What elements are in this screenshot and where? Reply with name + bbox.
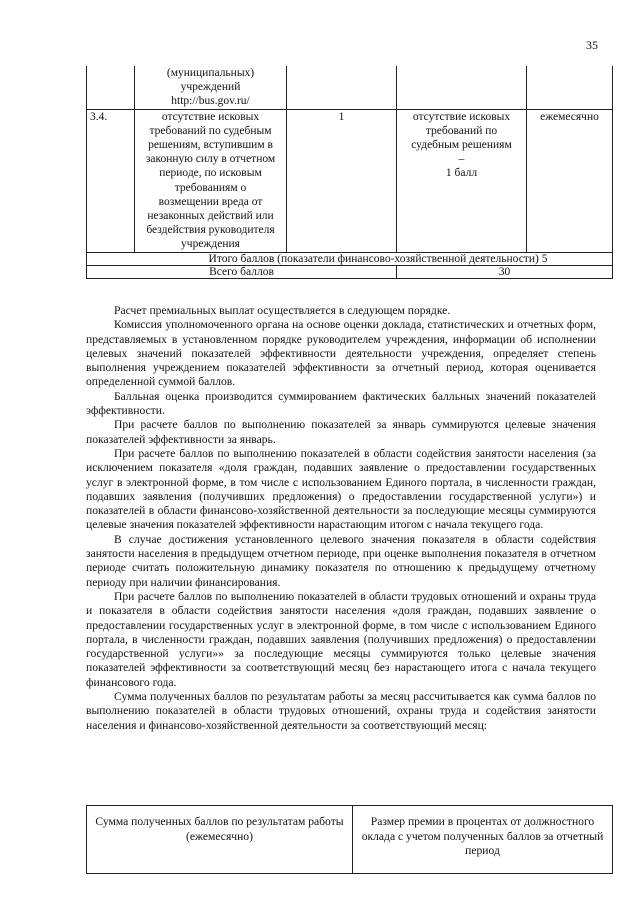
total-all-value: 30 xyxy=(397,265,613,278)
paragraph: При расчете баллов по выполнению показателей в области трудовых отношений и охраны труда и показателя в области содействия занятости населения «доля граждан, подавших заявление о предоставлении государственных услуг в электронной форме, в том числе с использованием Единого портала, в численности граждан, подавших заявления (получивших предложения) о предоставлении государственной услуги»» за последующие месяцы суммируются только целевые значения показателей эффективности за соответствующий месяц без нарастающего итога с начала текущего финансового года. xyxy=(86,589,596,689)
total-fin-row: Итого баллов (показатели финансово-хозяйственной деятельности) 5 xyxy=(87,252,613,265)
indicators-table xyxy=(86,66,613,279)
total-fin-value: 5 xyxy=(541,252,548,265)
paragraph: В случае достижения установленного целевого значения показателя в области содействия занятости населения в предыдущем отчетном периоде, при оценке выполнения показателя в отчетном периоде считать положительную динамику показателя по отношению к предыдущему отчетному периоду при наличии финансирования. xyxy=(86,532,596,589)
table-row xyxy=(87,66,613,109)
page-number: 35 xyxy=(586,38,598,52)
table-row xyxy=(87,806,613,874)
col2-header: Размер премии в процентах от должностного оклада с учетом полученных баллов за отчетный период xyxy=(353,806,613,874)
paragraph: Расчет премиальных выплат осуществляется в следующем порядке. xyxy=(114,304,451,317)
paragraph: При расчете баллов по выполнению показателей в области содействия занятости населения (за исключением показателя «доля граждан, подавших заявление о предоставлении государственных услуг в электронной форме, в том числе с использованием Единого портала, в численности граждан, подавших заявления (получивших предложения) о предоставлении государственной услуги») и показателей в области финансово-хозяйственной деятельности за последующие месяцы суммируются целевые значения показателей эффективности нарастающим итогом с начала текущего года. xyxy=(86,446,596,532)
paragraph: Сумма полученных баллов по результатам работы за месяц рассчитывается как сумма баллов по выполнению показателей в области трудовых отношений, охраны труда и содействия занятости населения и финансово-хозяйственной деятельности за соответствующий месяц: xyxy=(86,690,596,732)
premium-table xyxy=(86,805,613,874)
continued-indicator-cell: (муниципальных) учреждений http://bus.gov.ru/ xyxy=(135,66,287,109)
points-cell: 1 xyxy=(287,109,397,252)
col1-header: Сумма полученных баллов по результатам работы (ежемесячно) xyxy=(87,806,353,874)
criteria-cell: отсутствие исковых требований по судебным решениям – 1 балл xyxy=(397,109,527,252)
table-row xyxy=(87,109,613,252)
table-row xyxy=(87,265,613,278)
paragraph: Комиссия уполномоченного органа на основе оценки доклада, статистических и отчетных форм, представляемых в установленном порядке руководителем учреждения, информации об исполнении целевых значений показателей эффективности деятельности учреждения, определяет степень выполнения учреждением показателей эффективности за отчетный период, которая оценивается определенной суммой баллов. xyxy=(86,318,596,389)
paragraph: При расчете баллов по выполнению показателей за январь суммируются целевые значения показателей эффективности за январь. xyxy=(86,418,596,446)
total-all-label: Всего баллов xyxy=(87,265,397,278)
row-number: 3.4. xyxy=(87,109,135,252)
body-text xyxy=(86,304,596,733)
table-row xyxy=(87,252,613,265)
paragraph: Балльная оценка производится суммированием фактических балльных значений показателей эффективности. xyxy=(86,389,596,418)
indicator-cell: отсутствие исковых требований по судебным решениям, вступившим в законную силу в отчетном периоде, по исковым требованиям о возмещении вреда от незаконных действий или бездействия руководителя учреждения xyxy=(135,109,287,252)
frequency-cell: ежемесячно xyxy=(527,109,613,252)
